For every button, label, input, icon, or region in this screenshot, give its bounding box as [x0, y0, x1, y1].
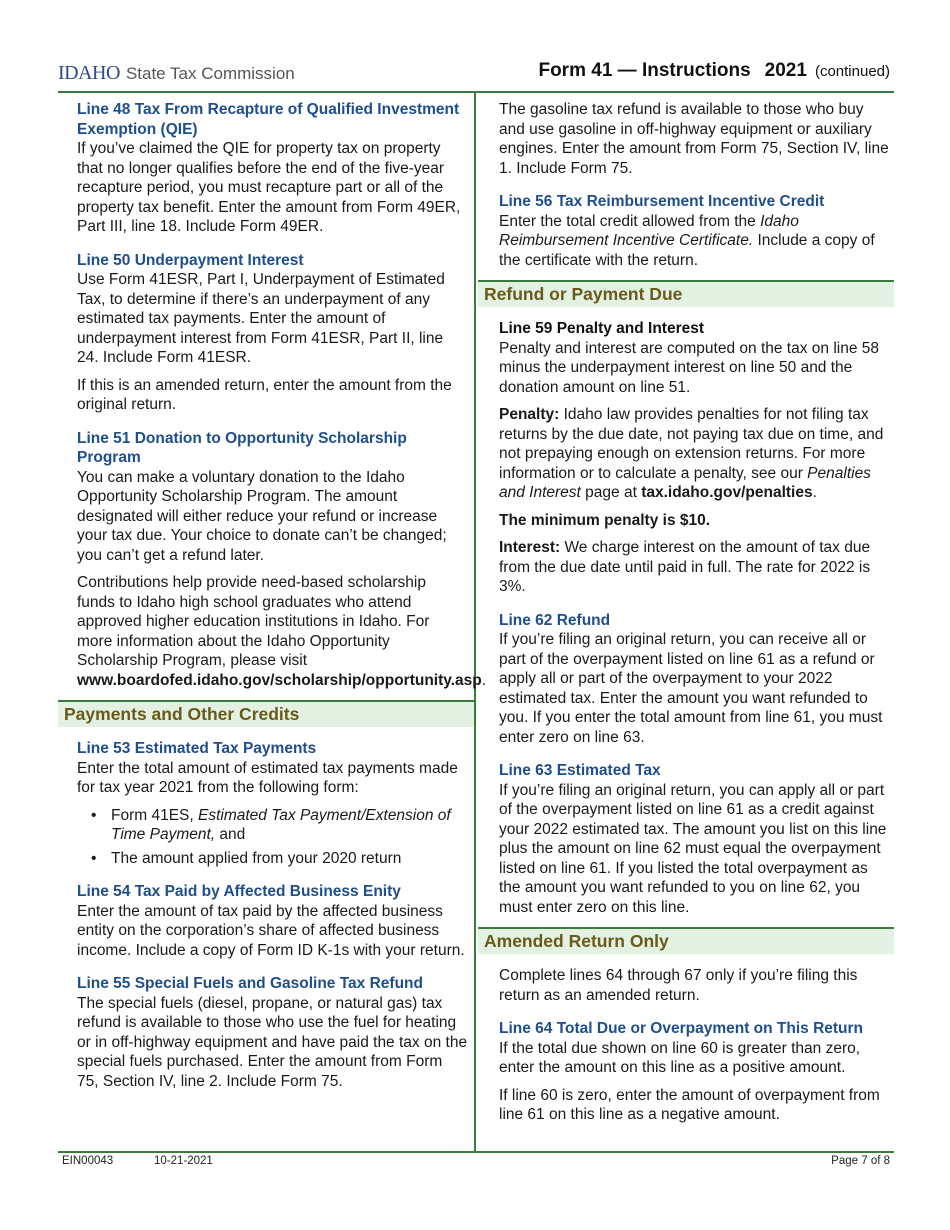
line-56-text: Enter the total credit allowed from the: [499, 212, 761, 230]
line-48-heading: Line 48 Tax From Recapture of Qualified Investment Exemption (QIE): [77, 101, 460, 138]
section-amended-return: Amended Return Only: [478, 927, 894, 954]
logo-text: State Tax Commission: [125, 64, 295, 83]
minimum-penalty: [499, 511, 890, 531]
line-48-body: If you’ve claimed the QIE for property tax on property that no longer qualifies before the end of the five-year recapture period, you must recapture part or all of the property tax benefit. Enter the amount from Form 49ER, Part III, line 18. Include Form 49ER.: [77, 140, 461, 235]
line-53-heading: Line 53 Estimated Tax Payments: [77, 740, 317, 757]
form-code: EIN00043: [62, 1155, 114, 1167]
line-56-end: Include a copy of the certificate with the return.: [499, 232, 875, 269]
agency-logo: [58, 62, 295, 85]
form-name: Form 41 — Instructions: [538, 60, 751, 81]
left-column: [58, 93, 487, 1099]
penalty-label: Penalty:: [499, 406, 560, 423]
section-refund-payment-due: Refund or Payment Due: [478, 280, 894, 307]
line-59-body: Penalty and interest are computed on the tax on line 58 minus the underpayment interest on line 50 and the donation amount on line 51.: [499, 339, 879, 396]
line-51-body: You can make a voluntary donation to the Idaho Opportunity Scholarship Program. The amount designated will either reduce your refund or increase your tax due. Your choice to donate can’t be changed; you can’t get a refund later.: [77, 468, 447, 564]
line-55-heading: Line 55 Special Fuels and Gasoline Tax Refund: [77, 975, 423, 992]
continued-label: (continued): [814, 63, 890, 80]
line-55-body: The special fuels (diesel, propane, or natural gas) tax refund is available to those who use the fuel for heating or in off-highway equipment and have paid the tax on the special fuels purchased. Enter the amount from Form 75, Section IV, line 2. Include Form 75.: [77, 994, 468, 1090]
line-54-heading: Line 54 Tax Paid by Affected Business Enity: [77, 883, 401, 900]
line-63-heading: Line 63 Estimated Tax: [499, 762, 661, 779]
line-56-body: [499, 212, 890, 271]
line-59-heading: Line 59 Penalty and Interest: [499, 320, 705, 337]
column-divider: [474, 93, 476, 1151]
line-53-body: Enter the total amount of estimated tax payments made for tax year 2021 from the following form:: [77, 759, 458, 796]
minimum-penalty-text: The minimum penalty is $10.: [499, 511, 711, 529]
page-number: Page 7 of 8: [831, 1155, 890, 1167]
line-64-heading: Line 64 Total Due or Overpayment on This Return: [499, 1020, 864, 1037]
line-53-bullet-2: • The amount applied from your 2020 return: [111, 849, 468, 869]
line-55-continued: The gasoline tax refund is available to those who buy and use gasoline in off-highway equipment or auxiliary engines. Enter the amount from Form 75, Section IV, line 1. Include Form 75.: [499, 101, 889, 177]
line-51-contrib-text: Contributions help provide need-based scholarship funds to Idaho high school graduates who attend approved higher education institutions in Idaho. For more information about the Idaho Opportunity Scholarship Program, please visit: [77, 574, 430, 669]
amended-intro: Complete lines 64 through 67 only if you’re filing this return as an amended return.: [499, 967, 858, 1004]
line-53-bullet-1: [111, 806, 468, 845]
form-title: [538, 60, 890, 82]
penalty-mid: page at: [580, 484, 642, 501]
line-56-heading: Line 56 Tax Reimbursement Incentive Credit: [499, 193, 825, 210]
penalties-page-name: Penalties and Interest: [499, 464, 871, 501]
page-header: [58, 60, 890, 90]
interest-text: We charge interest on the amount of tax due from the due date until paid in full. The rate for 2022 is 3%.: [499, 539, 871, 595]
penalty-text: Idaho law provides penalties for not filing tax returns by the due date, not paying tax due on time, and not prepaying enough on extension returns. For more information or to calculate a penalty, see our: [499, 406, 884, 482]
line-62-body: If you’re filing an original return, you can receive all or part of the overpayment listed on line 61 as a refund or apply all or part of the overpayment to your 2022 estimated tax. Enter the amount you want refunded to you. If you enter the total amount from line 61, you must enter zero on line 63.: [499, 631, 883, 746]
bullet-1-form-name: Estimated Tax Payment/Extension of Time Payment,: [111, 806, 451, 843]
line-54-body: Enter the amount of tax paid by the affected business entity on the corporation’s share of affected business income. Include a copy of Form ID K-1s with your return.: [77, 902, 465, 959]
scholarship-link[interactable]: www.boardofed.idaho.gov/scholarship/opportunity.asp: [77, 671, 482, 689]
interest-label: Interest:: [499, 539, 561, 556]
line-51-contributions: [77, 573, 487, 690]
right-column: [478, 93, 894, 1133]
line-50-heading: Line 50 Underpayment Interest: [77, 251, 304, 269]
line-50-body: Use Form 41ESR, Part I, Underpayment of Estimated Tax, to determine if there’s an underpayment of any estimated tax payments. Enter the amount of underpayment interest from Form 41ESR, Part II, line 24. Include Form 41ESR.: [77, 271, 445, 366]
line-63-body: If you’re filing an original return, you can apply all or part of the overpayment listed on line 61 as a credit against your 2022 estimated tax. The amount you list on this line plus the amount on line 62 must equal the overpayment listed on line 61. If you listed the total overpayment as the amount you want refunded to you on line 62, you must enter zero on this line.: [499, 781, 887, 916]
revision-date: 10-21-2021: [154, 1155, 213, 1167]
line-51-heading: Line 51 Donation to Opportunity Scholarship Program: [77, 429, 407, 466]
line-53-list: [77, 806, 468, 869]
bullet-1-end: and: [215, 826, 246, 843]
logo-brand: IDAHO: [58, 62, 120, 84]
certificate-name: Idaho Reimbursement Incentive Certificate.: [499, 212, 799, 249]
section-payments-credits: Payments and Other Credits: [58, 700, 474, 727]
line-50-amended-note: If this is an amended return, enter the amount from the original return.: [77, 376, 452, 413]
penalty-end: .: [812, 484, 817, 501]
line-64-body: If the total due shown on line 60 is greater than zero, enter the amount on this line as a positive amount.: [499, 1039, 861, 1076]
form-year: 2021: [764, 60, 807, 81]
page-footer: [62, 1155, 890, 1167]
penalties-link[interactable]: tax.idaho.gov/penalties: [641, 484, 813, 501]
penalty-paragraph: [499, 405, 890, 503]
line-62-heading: Line 62 Refund: [499, 611, 611, 629]
line-64-negative-note: If line 60 is zero, enter the amount of overpayment from line 61 on this line as a negative amount.: [499, 1086, 880, 1123]
interest-paragraph: [499, 538, 890, 597]
bullet-1-text: Form 41ES,: [111, 806, 198, 824]
footer-rule: [58, 1151, 894, 1153]
line-51-contrib-end: .: [481, 671, 487, 689]
